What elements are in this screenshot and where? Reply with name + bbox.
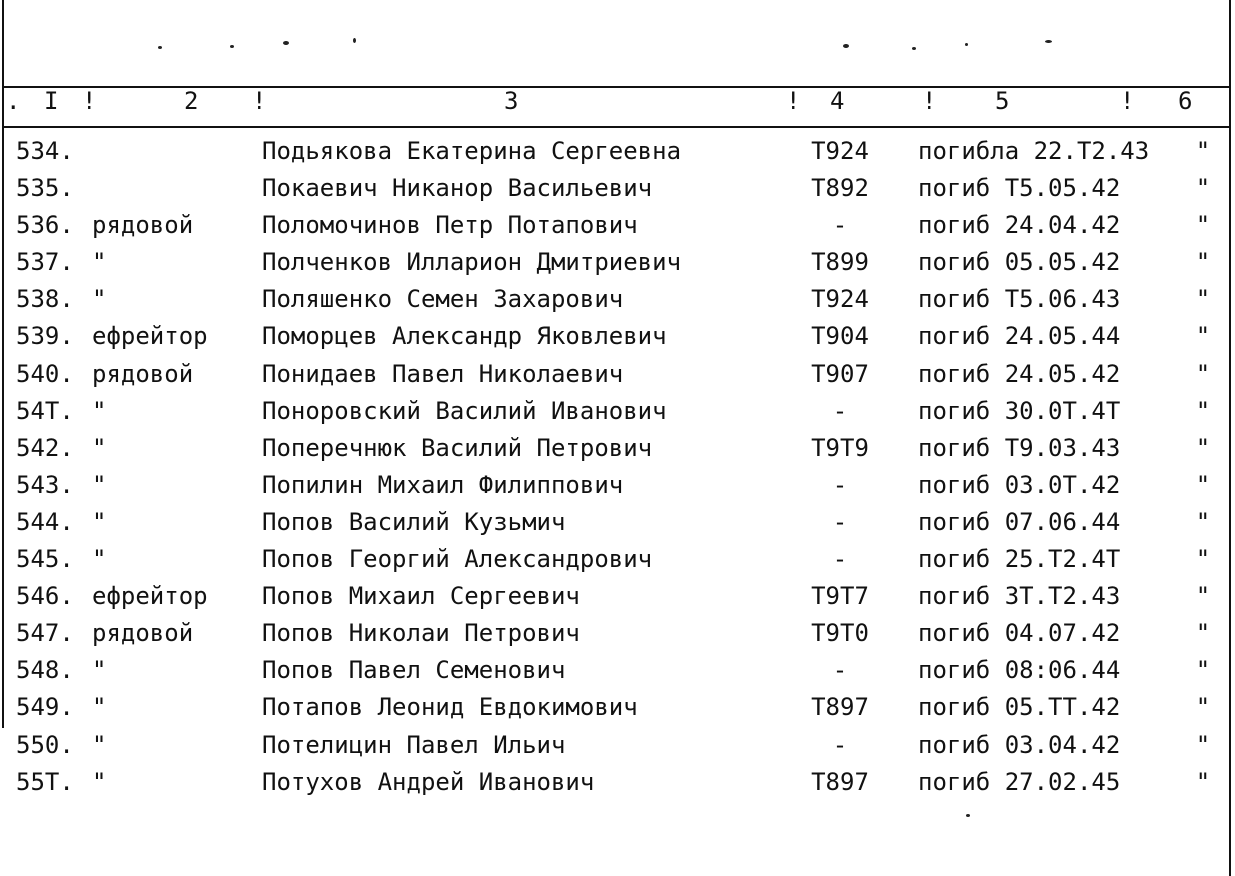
row-fate: погиб 25.Т2.4Т <box>918 545 1121 574</box>
row-number: 546. <box>16 582 74 611</box>
table-row <box>0 727 1229 764</box>
scan-speck <box>843 44 849 48</box>
row-number: 548. <box>16 656 74 685</box>
table-row <box>0 578 1229 615</box>
table-row <box>0 504 1229 541</box>
header-separator: ! <box>252 87 267 115</box>
row-birth-year: Т897 <box>811 693 869 722</box>
row-ditto-mark: " <box>1195 211 1211 240</box>
row-rank: рядовой <box>92 619 194 648</box>
row-rank: " <box>92 285 107 314</box>
row-fate: погиб Т5.06.43 <box>918 285 1121 314</box>
row-ditto-mark: " <box>1195 137 1211 165</box>
row-name: Поперечнюк Василий Петрович <box>262 433 653 462</box>
row-birth-year: Т899 <box>811 248 869 277</box>
table-row <box>0 133 1229 170</box>
row-number: 538. <box>16 285 74 314</box>
row-number: 542. <box>16 433 74 462</box>
row-name: Потапов Леонид Евдокимович <box>262 693 638 722</box>
row-birth-year: - <box>832 211 848 240</box>
row-rank: " <box>92 545 107 574</box>
row-fate: погиб 30.0Т.4Т <box>918 396 1121 425</box>
row-birth-year: Т897 <box>811 767 869 796</box>
table-row <box>0 467 1229 504</box>
row-name: Поморцев Александр Яковлевич <box>262 322 667 351</box>
row-name: Поломочинов Петр Потапович <box>262 211 638 240</box>
table-row <box>0 393 1229 430</box>
row-name: Поляшенко Семен Захарович <box>262 285 624 314</box>
row-number: 539. <box>16 322 74 351</box>
scan-speck <box>353 38 356 43</box>
scan-speck <box>1045 40 1052 43</box>
row-rank: рядовой <box>92 211 194 240</box>
row-birth-year: Т9Т9 <box>811 433 869 462</box>
header-mark-left: . <box>6 87 21 115</box>
row-birth-year: - <box>832 545 848 574</box>
header-bottom-rule <box>4 126 1231 128</box>
scan-speck <box>283 41 289 45</box>
row-rank: " <box>92 656 107 685</box>
row-birth-year: - <box>832 470 848 499</box>
row-number: 549. <box>16 693 74 722</box>
header-col-5: 5 <box>995 87 1010 115</box>
header-separator: ! <box>1120 87 1135 115</box>
row-birth-year: Т904 <box>811 322 869 351</box>
row-name: Попов Василий Кузьмич <box>262 507 566 536</box>
header-col-1: I <box>44 87 59 115</box>
row-name: Попов Павел Семенович <box>262 656 566 685</box>
row-birth-year: Т924 <box>811 137 869 165</box>
right-border-line <box>1229 0 1231 876</box>
record-list <box>0 133 1229 801</box>
row-name: Потелицин Павел Ильич <box>262 730 566 759</box>
table-row <box>0 318 1229 355</box>
row-ditto-mark: " <box>1195 322 1211 351</box>
row-name: Подьякова Екатерина Сергеевна <box>262 137 682 165</box>
header-col-4: 4 <box>830 87 845 115</box>
row-number: 54Т. <box>16 396 74 425</box>
scan-speck <box>966 814 970 817</box>
row-fate: погиб 05.ТТ.42 <box>918 693 1121 722</box>
row-ditto-mark: " <box>1195 507 1211 536</box>
header-col-2: 2 <box>184 87 199 115</box>
row-birth-year: Т9Т0 <box>811 619 869 648</box>
row-ditto-mark: " <box>1195 285 1211 314</box>
row-number: 547. <box>16 619 74 648</box>
scan-speck <box>965 43 968 46</box>
row-number: 536. <box>16 211 74 240</box>
row-birth-year: Т892 <box>811 174 869 203</box>
row-ditto-mark: " <box>1195 582 1211 611</box>
table-row <box>0 281 1229 318</box>
row-fate: погибла 22.Т2.43 <box>918 137 1150 165</box>
row-fate: погиб 04.07.42 <box>918 619 1121 648</box>
row-number: 543. <box>16 470 74 499</box>
table-row <box>0 356 1229 393</box>
row-fate: погиб 24.05.42 <box>918 359 1121 388</box>
row-number: 55Т. <box>16 767 74 796</box>
row-name: Попов Николаи Петрович <box>262 619 580 648</box>
header-separator: ! <box>786 87 801 115</box>
table-row <box>0 689 1229 726</box>
row-rank: " <box>92 693 107 722</box>
table-row <box>0 652 1229 689</box>
row-number: 545. <box>16 545 74 574</box>
row-ditto-mark: " <box>1195 545 1211 574</box>
scan-speck <box>158 46 162 49</box>
row-rank: " <box>92 248 107 277</box>
header-separator: ! <box>922 87 937 115</box>
row-birth-year: Т907 <box>811 359 869 388</box>
row-name: Потухов Андрей Иванович <box>262 767 595 796</box>
row-name: Покаевич Никанор Васильевич <box>262 174 653 203</box>
row-ditto-mark: " <box>1195 174 1211 203</box>
header-col-3: 3 <box>504 87 519 115</box>
row-ditto-mark: " <box>1195 693 1211 722</box>
row-fate: погиб 03.04.42 <box>918 730 1121 759</box>
row-ditto-mark: " <box>1195 248 1211 277</box>
row-name: Попов Георгий Александрович <box>262 545 653 574</box>
row-rank: " <box>92 767 107 796</box>
row-fate: погиб 24.05.44 <box>918 322 1121 351</box>
table-row <box>0 541 1229 578</box>
row-ditto-mark: " <box>1195 619 1211 648</box>
row-fate: погиб 07.06.44 <box>918 507 1121 536</box>
row-rank: " <box>92 433 107 462</box>
row-ditto-mark: " <box>1195 767 1211 796</box>
row-fate: погиб 05.05.42 <box>918 248 1121 277</box>
row-rank: ефрейтор <box>92 322 208 351</box>
row-number: 534. <box>16 137 74 165</box>
row-fate: погиб Т5.05.42 <box>918 174 1121 203</box>
row-number: 550. <box>16 730 74 759</box>
row-number: 535. <box>16 174 74 203</box>
row-rank: " <box>92 507 107 536</box>
row-fate: погиб 08:06.44 <box>918 656 1121 685</box>
row-fate: погиб 03.0Т.42 <box>918 470 1121 499</box>
row-name: Поноровский Василий Иванович <box>262 396 667 425</box>
row-birth-year: - <box>832 507 848 536</box>
scan-speck <box>230 45 234 48</box>
row-number: 537. <box>16 248 74 277</box>
scan-speck <box>912 47 916 50</box>
row-ditto-mark: " <box>1195 656 1211 685</box>
row-name: Попилин Михаил Филиппович <box>262 470 624 499</box>
row-rank: рядовой <box>92 359 194 388</box>
header-separator: ! <box>82 87 97 115</box>
row-rank: " <box>92 470 107 499</box>
row-birth-year: - <box>832 396 848 425</box>
row-rank: " <box>92 730 107 759</box>
table-row <box>0 207 1229 244</box>
row-birth-year: - <box>832 656 848 685</box>
row-birth-year: Т924 <box>811 285 869 314</box>
row-name: Полченков Илларион Дмитриевич <box>262 248 682 277</box>
row-ditto-mark: " <box>1195 470 1211 499</box>
row-ditto-mark: " <box>1195 359 1211 388</box>
row-fate: погиб 3Т.Т2.43 <box>918 582 1121 611</box>
row-name: Понидаев Павел Николаевич <box>262 359 624 388</box>
row-rank: " <box>92 396 107 425</box>
row-name: Попов Михаил Сергеевич <box>262 582 580 611</box>
row-number: 540. <box>16 359 74 388</box>
table-row <box>0 170 1229 207</box>
row-fate: погиб 24.04.42 <box>918 211 1121 240</box>
table-row <box>0 615 1229 652</box>
row-ditto-mark: " <box>1195 730 1211 759</box>
row-fate: погиб Т9.03.43 <box>918 433 1121 462</box>
header-col-6: 6 <box>1178 87 1193 115</box>
row-birth-year: - <box>832 730 848 759</box>
table-row <box>0 430 1229 467</box>
row-rank: ефрейтор <box>92 582 208 611</box>
row-ditto-mark: " <box>1195 396 1211 425</box>
row-fate: погиб 27.02.45 <box>918 767 1121 796</box>
row-ditto-mark: " <box>1195 433 1211 462</box>
row-birth-year: Т9Т7 <box>811 582 869 611</box>
table-row <box>0 244 1229 281</box>
table-row <box>0 764 1229 801</box>
row-number: 544. <box>16 507 74 536</box>
